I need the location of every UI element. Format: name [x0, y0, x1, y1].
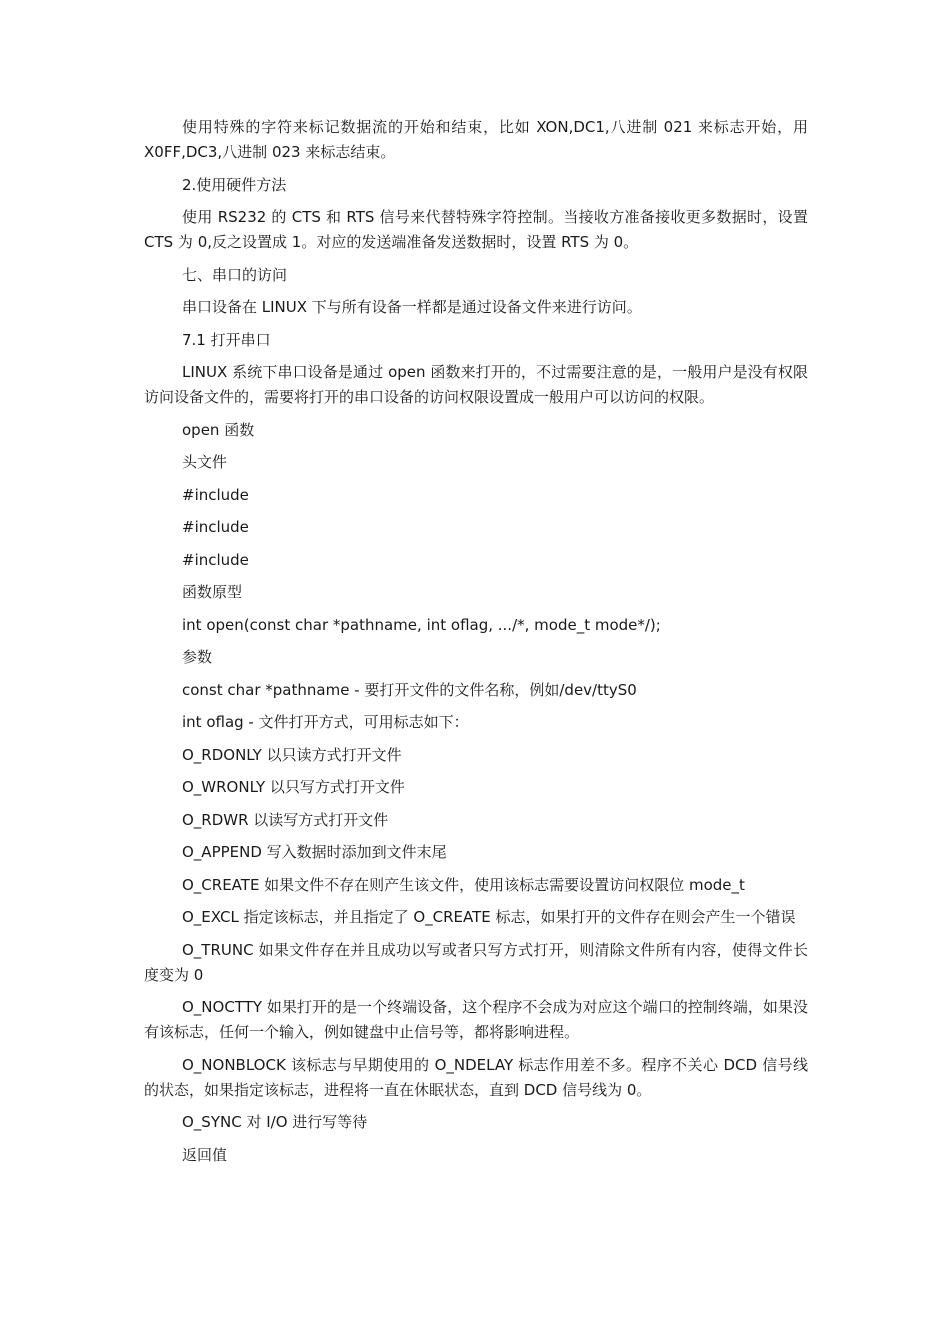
flag-rdwr: O_RDWR 以读写方式打开文件: [182, 810, 389, 829]
heading-hardware-method: 2.使用硬件方法: [182, 175, 287, 194]
flag-excl: O_EXCL 指定该标志，并且指定了 O_CREATE 标志，如果打开的文件存在则会产生一个错误: [182, 908, 796, 926]
paragraph-device-file: 串口设备在 LINUX 下与所有设备一样都是通过设备文件来进行访问。: [182, 298, 642, 316]
label-open-function: open 函数: [182, 420, 255, 439]
flag-create: O_CREATE 如果文件不存在则产生该文件，使用该标志需要设置访问权限位 mode_t: [182, 875, 745, 894]
heading-open-serial: 7.1 打开串口: [182, 330, 271, 349]
paragraph-rs232-cts-rts: 使用 RS232 的 CTS 和 RTS 信号来代替特殊字符控制。当接收方准备接收更多数据时，设置 CTS 为 0,反之设置成 1。对应的发送端准备发送数据时，设置 RTS 为 0。: [144, 208, 808, 251]
param-pathname: const char *pathname - 要打开文件的文件名称，例如/dev/ttyS0: [182, 680, 637, 699]
code-include-1: #include: [182, 485, 249, 504]
heading-serial-access: 七、串口的访问: [182, 265, 288, 284]
paragraph-open-permissions: LINUX 系统下串口设备是通过 open 函数来打开的，不过需要注意的是，一般用户是没有权限访问设备文件的，需要将打开的串口设备的访问权限设置成一般用户可以访问的权限。: [144, 363, 808, 406]
param-oflag: int oflag - 文件打开方式，可用标志如下：: [182, 713, 469, 731]
flag-noctty: O_NOCTTY 如果打开的是一个终端设备，这个程序不会成为对应这个端口的控制终端，如果没有该标志，任何一个输入，例如键盘中止信号等，都将影响进程。: [144, 998, 808, 1041]
flag-sync: O_SYNC 对 I/O 进行写等待: [182, 1113, 368, 1131]
label-prototype: 函数原型: [182, 583, 243, 601]
flag-append: O_APPEND 写入数据时添加到文件末尾: [182, 843, 447, 861]
flag-nonblock: O_NONBLOCK 该标志与早期使用的 O_NDELAY 标志作用差不多。程序不关心 DCD 信号线的状态，如果指定该标志，进程将一直在休眠状态，直到 DCD 信号线为 0。: [144, 1055, 808, 1099]
document-body: [144, 115, 808, 1175]
code-open-prototype: int open(const char *pathname, int oflag, .../*, mode_t mode*/);: [182, 615, 661, 634]
paragraph-flow-control-chars: 使用特殊的字符来标记数据流的开始和结束，比如 XON,DC1,八进制 021 来标志开始，用 X0FF,DC3,八进制 023 来标志结束。: [144, 118, 808, 161]
flag-rdonly: O_RDONLY 以只读方式打开文件: [182, 745, 402, 764]
flag-wronly: O_WRONLY 以只写方式打开文件: [182, 778, 405, 796]
flag-trunc: O_TRUNC 如果文件存在并且成功以写或者只写方式打开，则清除文件所有内容，使得文件长度变为 0: [144, 940, 808, 984]
label-header-files: 头文件: [182, 453, 228, 471]
code-include-2: #include: [182, 518, 249, 536]
label-return-value: 返回值: [182, 1145, 228, 1164]
label-parameters: 参数: [182, 648, 213, 666]
code-include-3: #include: [182, 550, 249, 569]
